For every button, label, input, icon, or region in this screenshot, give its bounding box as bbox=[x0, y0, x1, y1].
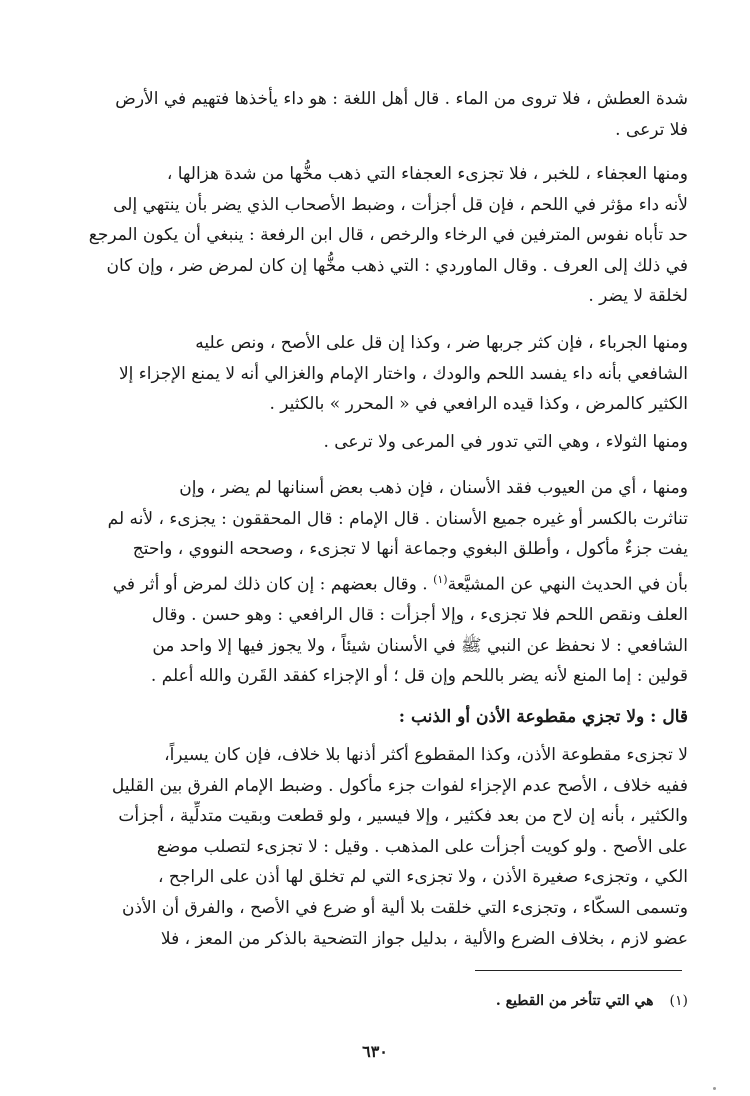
paragraph-6 bbox=[60, 740, 688, 954]
text-line: لخلقة لا يضر . bbox=[588, 286, 688, 307]
text-line: الشافعي : لا نحفظ عن النبي ﷺ في الأسنان شيئاً ، ولا يجوز فيها إلا واحد من bbox=[152, 635, 688, 656]
paragraph-4 bbox=[60, 427, 688, 458]
paragraph-1 bbox=[60, 84, 688, 145]
page-number: ٦٣٠ bbox=[362, 1042, 388, 1061]
text-line: لأنه داء مؤثر في اللحم ، فإن قل أجزأت ، وضبط الأصحاب الذي يضر بأن ينتهي إلى bbox=[113, 194, 688, 215]
footnote-number: (١) bbox=[669, 993, 688, 1009]
text-line: وتسمى السكّاء ، وتجزىء التي خلقت بلا ألية أو ضرع في الأصح ، والفرق أن الأذن bbox=[122, 897, 688, 918]
paragraph-2 bbox=[60, 159, 688, 312]
scan-speck bbox=[713, 1087, 716, 1090]
footnote bbox=[496, 990, 688, 1012]
line-text: . وقال بعضهم : إن كان ذلك لمرض أو أثر في bbox=[112, 574, 434, 595]
paragraph-5 bbox=[60, 473, 688, 692]
footnote-text: هي التي تتأخر من القطيع . bbox=[495, 993, 654, 1009]
text-line: ففيه خلاف ، الأصح عدم الإجزاء لفوات جزء مأكول . وضبط الإمام الفرق بين القليل bbox=[111, 775, 688, 796]
footnote-reference: (١) bbox=[433, 572, 448, 586]
text-line: يفت جزءٌ مأكول ، وأطلق البغوي وجماعة أنها لا تجزىء ، وصححه النووي ، واحتج bbox=[132, 539, 688, 560]
footnote-separator bbox=[475, 970, 682, 971]
line-text: بأن في الحديث النهي عن المشيَّعة bbox=[447, 574, 688, 595]
text-line: الشافعي بأنه داء يفسد اللحم والودك ، واختار الإمام والغزالي أنه لا يمنع الإجزاء إلا bbox=[118, 363, 688, 384]
text-line: ومنها الثولاء ، وهي التي تدور في المرعى ولا ترعى . bbox=[323, 432, 688, 452]
text-line: العلف ونقص اللحم فلا تجزىء ، وإلا أجزأت : قال الرافعي : وهو حسن . وقال bbox=[151, 605, 688, 626]
text-line: والكثير ، بأنه إن لاح من بعد فكثير ، وإلا فيسير ، ولو قطعت وبقيت متدلِّية ، أجزأت bbox=[118, 806, 688, 827]
text-line: على الأصح . ولو كويت أجزأت على المذهب . وقيل : لا تجزىء لتصلب موضع bbox=[156, 836, 688, 857]
text-line: ومنها العجفاء ، للخبر ، فلا تجزىء العجفاء التي ذهب مخُّها من شدة هزالها ، bbox=[166, 164, 688, 184]
paragraph-3 bbox=[60, 328, 688, 420]
text-line bbox=[60, 565, 688, 600]
text-line: ومنها الجرباء ، فإن كثر جربها ضر ، وكذا إن قل على الأصح ، ونص عليه bbox=[195, 333, 688, 353]
text-line: في ذلك إلى العرف . وقال الماوردي : التي ذهب مخُّها إن كان لمرض ضر ، وإن كان bbox=[106, 255, 688, 276]
text-line: الكثير كالمرض ، وكذا قيده الرافعي في « المحرر » بالكثير . bbox=[269, 394, 688, 415]
text-line: قولين : إما المنع لأنه يضر باللحم وإن قل ؛ أو الإجزاء كفقد القَرن والله أعلم . bbox=[150, 666, 688, 687]
text-line: تناثرت بالكسر أو غيره جميع الأسنان . قال الإمام : قال المحققون : يجزىء ، لأنه لم bbox=[107, 508, 688, 529]
text-line: فلا ترعى . bbox=[615, 119, 688, 140]
text-line: شدة العطش ، فلا تروى من الماء . قال أهل اللغة : هو داء يأخذها فتهيم في الأرض bbox=[115, 89, 688, 109]
text-line: حد تأباه نفوس المترفين في الرخاء والرخص ، قال ابن الرفعة : ينبغي أن يكون المرجع bbox=[88, 225, 688, 246]
section-heading: قال : ولا تجزي مقطوعة الأذن أو الذنب : bbox=[398, 707, 688, 727]
text-line: الكي ، وتجزىء صغيرة الأذن ، ولا تجزىء التي لم تخلق لها أذن على الراجح ، bbox=[158, 867, 688, 888]
text-line: لا تجزىء مقطوعة الأذن، وكذا المقطوع أكثر أذنها بلا خلاف، فإن كان يسيراً، bbox=[164, 745, 688, 765]
text-line: ومنها ، أي من العيوب فقد الأسنان ، فإن ذهب بعض أسنانها لم يضر ، وإن bbox=[179, 478, 688, 498]
text-line: عضو لازم ، بخلاف الضرع والألية ، بدليل جواز التضحية بالذكر من المعز ، فلا bbox=[160, 928, 688, 949]
